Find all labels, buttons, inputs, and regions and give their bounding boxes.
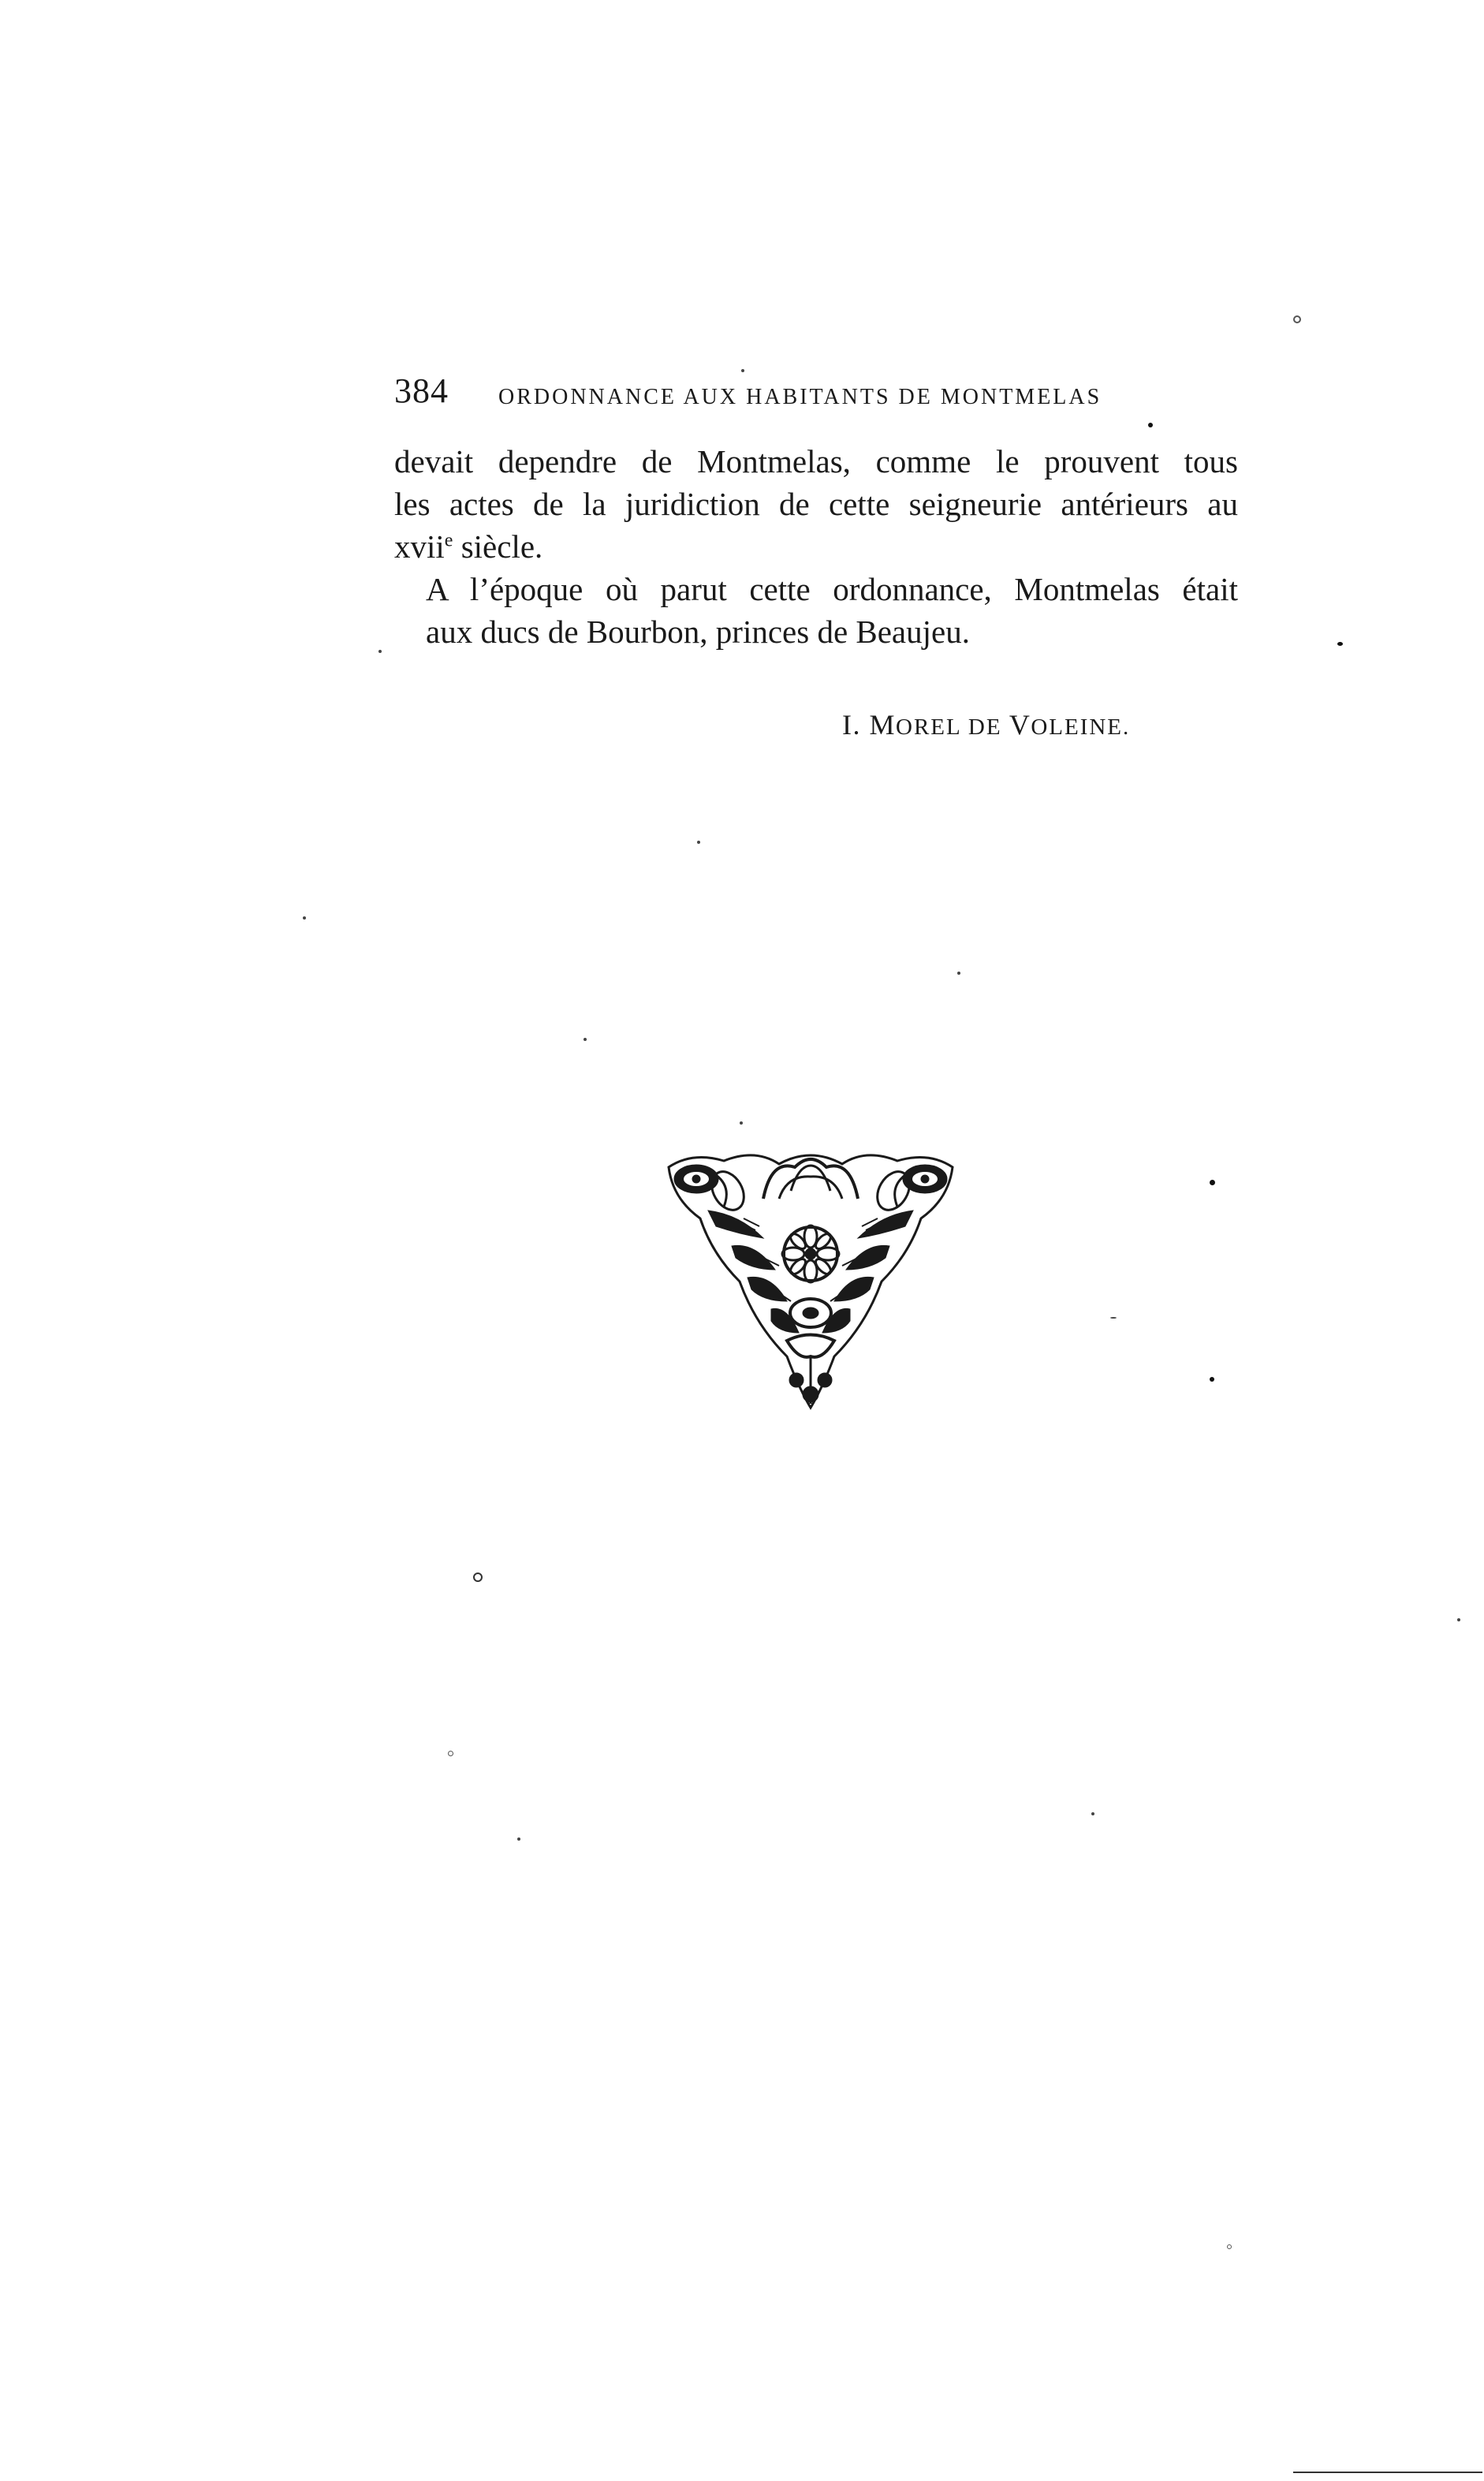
scan-speck (1110, 1317, 1117, 1319)
edge-rule (1293, 2472, 1482, 2473)
scan-speck (1091, 1812, 1094, 1815)
text-line: aux ducs de Bourbon, princes de Beaujeu. (426, 614, 970, 650)
signature-cap: V (1009, 709, 1031, 741)
scan-speck (517, 1837, 520, 1841)
text-line: A l’époque où parut cette ordonnance, Montmelas était (426, 571, 1238, 607)
scan-speck (1210, 1180, 1215, 1185)
scan-speck (1210, 1377, 1214, 1382)
signature-smallcaps: DE (960, 714, 1009, 740)
text-line: les actes de la juridiction de cette seigneurie antérieurs au (394, 486, 1238, 522)
scan-speck (473, 1573, 483, 1582)
body-text (394, 440, 1238, 653)
scan-speck (448, 1751, 453, 1756)
scan-speck (1337, 642, 1343, 646)
scan-speck (740, 1121, 743, 1125)
superscript: e (444, 530, 453, 551)
signature-cap: M (869, 709, 897, 741)
page-number: 384 (394, 371, 449, 410)
running-head (394, 371, 1238, 418)
scan-speck (697, 841, 700, 844)
paragraph-1 (394, 440, 1238, 568)
scan-speck (1148, 423, 1153, 427)
floral-tailpiece-icon (661, 1143, 960, 1412)
scan-speck (303, 916, 306, 920)
century-numeral: xvii (394, 528, 445, 565)
scan-speck (957, 972, 960, 975)
text-line: devait dependre de Montmelas, comme le prouvent tous (394, 443, 1238, 479)
text-line (394, 525, 1238, 568)
signature-smallcaps: OLEINE. (1031, 714, 1131, 740)
scan-speck (1457, 1618, 1460, 1621)
scan-speck (584, 1038, 587, 1041)
scan-speck (378, 650, 382, 653)
running-title: ORDONNANCE AUX HABITANTS DE MONTMELAS (498, 385, 1102, 409)
scan-speck (1293, 315, 1301, 323)
signature-smallcaps: OREL (896, 714, 961, 740)
paragraph-2 (394, 568, 1238, 653)
author-signature (842, 708, 1130, 741)
scan-speck (741, 369, 744, 372)
text-fragment: siècle. (453, 528, 543, 565)
scan-speck (1227, 2244, 1232, 2249)
signature-initial: I. (842, 709, 870, 741)
